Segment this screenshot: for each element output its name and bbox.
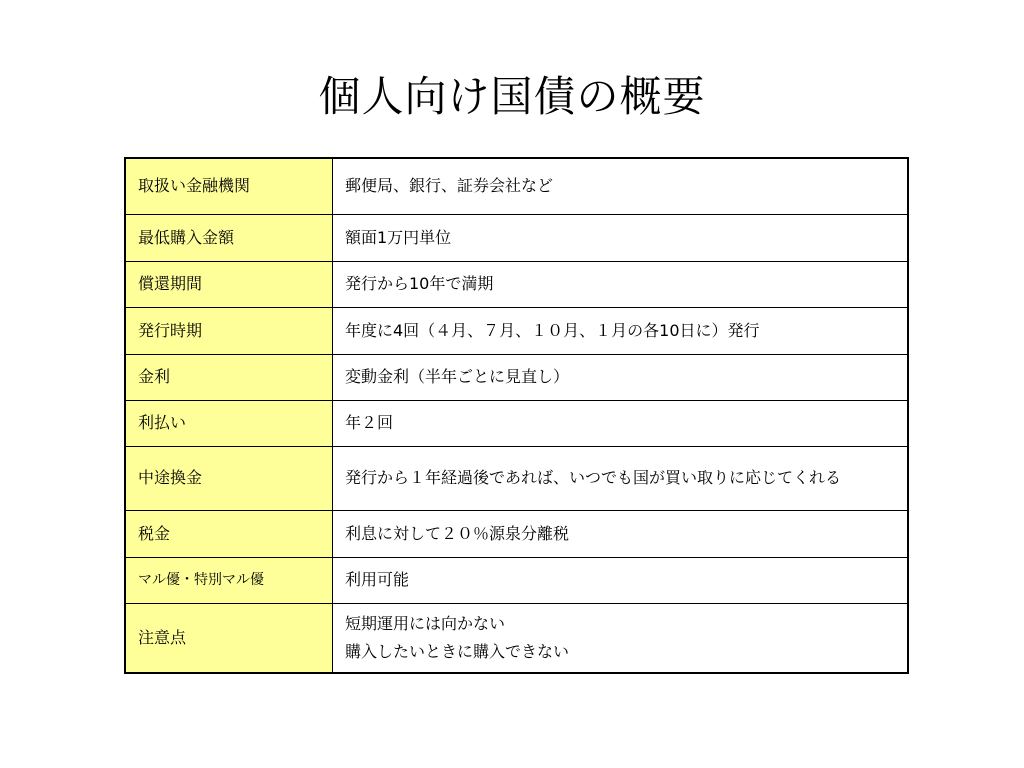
table-row [125,214,908,261]
row-value: 利用可能 [333,557,909,603]
row-value: 年度に4回（４月、７月、１０月、１月の各10日に）発行 [333,307,909,354]
table-row [125,158,908,214]
table-row [125,557,908,603]
row-value: 発行から１年経過後であれば、いつでも国が買い取りに応じてくれる [333,446,909,510]
page-title: 個人向け国債の概要 [318,72,706,121]
table-row [125,603,908,673]
table-row [125,400,908,446]
row-label: 取扱い金融機関 [125,158,333,214]
row-value: 年２回 [333,400,909,446]
table-row [125,354,908,400]
row-label: 注意点 [125,603,333,673]
row-value: 利息に対して２０％源泉分離税 [333,510,909,557]
table-row [125,446,908,510]
row-label: 金利 [125,354,333,400]
row-value: 変動金利（半年ごとに見直し） [333,354,909,400]
row-value: 発行から10年で満期 [333,261,909,307]
row-value: 短期運用には向かない 購入したいときに購入できない [333,603,909,673]
row-label: 発行時期 [125,307,333,354]
row-label: 償還期間 [125,261,333,307]
row-value: 額面1万円単位 [333,214,909,261]
table-row [125,261,908,307]
row-label: 中途換金 [125,446,333,510]
table-row [125,307,908,354]
row-label: 利払い [125,400,333,446]
overview-table [124,157,909,674]
row-label: 最低購入金額 [125,214,333,261]
row-label: マル優・特別マル優 [125,557,333,603]
row-value: 郵便局、銀行、証券会社など [333,158,909,214]
table-row [125,510,908,557]
row-label: 税金 [125,510,333,557]
